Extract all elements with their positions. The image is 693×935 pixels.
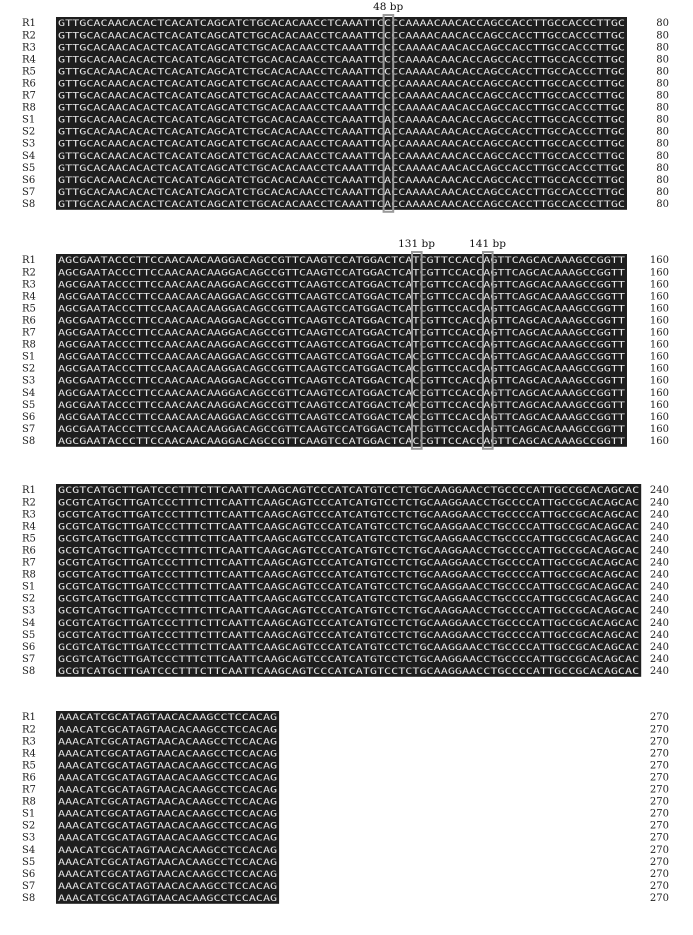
sequence-row: GCGTCATGCTTGATCCCTTTCTTCAATTCAAGCAGTCCCATCATGTCCTCTGCAAGGAACCTGCCCCATTGCCGCACAGCAC <box>58 593 640 605</box>
position-number: 160 <box>649 375 669 387</box>
position-number: 160 <box>649 303 669 315</box>
sequence-row: GTTGCACAACACACTCACATCAGCATCTGCACACAACCTCAAATTCCCCAAAACAACACCAGCCACCTTGCCACCCTTGC <box>58 42 625 54</box>
position-number: 160 <box>649 255 669 267</box>
sample-label: S6 <box>22 868 36 880</box>
position-number: 240 <box>649 581 669 593</box>
position-number: 80 <box>656 30 669 42</box>
position-number: 270 <box>649 832 669 844</box>
sample-label: R7 <box>22 90 36 102</box>
sequence-row: AGCGAATACCCTTCCAACAACAAGGACAGCCGTTCAAGTCCATGGACTCATCGTTCCACCAGTTCAGCACAAAGCCGGTT <box>58 303 626 315</box>
sample-label: S2 <box>22 126 36 138</box>
position-number: 270 <box>649 784 669 796</box>
position-number: 160 <box>649 423 669 435</box>
alignment-block-4 <box>22 711 669 904</box>
position-number: 240 <box>649 641 669 653</box>
sample-label: R2 <box>22 724 36 736</box>
sample-label: R1 <box>22 255 36 267</box>
sample-label: R8 <box>22 339 36 351</box>
sequence-row: GCGTCATGCTTGATCCCTTTCTTCAATTCAAGCAGTCCCATCATGTCCTCTGCAAGGAACCTGCCCCATTGCCGCACAGCAC <box>58 569 640 581</box>
sequence-row: AAACATCGCATAGTAACACAAGCCTCCACAG <box>58 712 278 724</box>
position-number: 270 <box>649 808 669 820</box>
position-number: 270 <box>649 748 669 760</box>
sample-label: S5 <box>22 162 36 174</box>
sample-label: S5 <box>22 629 36 641</box>
position-number: 270 <box>649 844 669 856</box>
sample-label: S1 <box>22 808 36 820</box>
sample-label: S5 <box>22 399 36 411</box>
position-number: 270 <box>649 724 669 736</box>
sample-label: S7 <box>22 186 36 198</box>
sequence-row: GTTGCACAACACACTCACATCAGCATCTGCACACAACCTCAAATTCCCCAAAACAACACCAGCCACCTTGCCACCCTTGC <box>58 78 625 90</box>
position-number: 80 <box>656 126 669 138</box>
alignment-block-3 <box>22 484 669 677</box>
sequence-row: AAACATCGCATAGTAACACAAGCCTCCACAG <box>58 784 278 796</box>
sample-label: R7 <box>22 557 36 569</box>
position-number: 160 <box>649 315 669 327</box>
position-number: 270 <box>649 712 669 724</box>
position-number: 160 <box>649 387 669 399</box>
sample-label: R8 <box>22 569 36 581</box>
sequence-row: GTTGCACAACACACTCACATCAGCATCTGCACACAACCTCAAATTCACCAAAACAACACCAGCCACCTTGCCACCCTTGC <box>58 114 625 126</box>
snp-position-label: 141 bp <box>469 238 506 250</box>
position-number: 80 <box>656 150 669 162</box>
sample-label: S5 <box>22 856 36 868</box>
position-number: 240 <box>649 533 669 545</box>
sample-label: S3 <box>22 138 36 150</box>
sequence-row: AAACATCGCATAGTAACACAAGCCTCCACAG <box>58 868 278 880</box>
position-number: 240 <box>649 605 669 617</box>
position-number: 160 <box>649 435 669 447</box>
position-number: 160 <box>649 339 669 351</box>
sample-label: R2 <box>22 30 36 42</box>
sequence-row: GCGTCATGCTTGATCCCTTTCTTCAATTCAAGCAGTCCCATCATGTCCTCTGCAAGGAACCTGCCCCATTGCCGCACAGCAC <box>58 581 640 593</box>
sequence-row: GTTGCACAACACACTCACATCAGCATCTGCACACAACCTCAAATTCCCCAAAACAACACCAGCCACCTTGCCACCCTTGC <box>58 18 625 30</box>
sample-label: S1 <box>22 114 36 126</box>
position-number: 270 <box>649 760 669 772</box>
sequence-row: GCGTCATGCTTGATCCCTTTCTTCAATTCAAGCAGTCCCATCATGTCCTCTGCAAGGAACCTGCCCCATTGCCGCACAGCAC <box>58 629 640 641</box>
sample-label: R8 <box>22 102 36 114</box>
sequence-row: GTTGCACAACACACTCACATCAGCATCTGCACACAACCTCAAATTCACCAAAACAACACCAGCCACCTTGCCACCCTTGC <box>58 126 625 138</box>
sequence-row: GTTGCACAACACACTCACATCAGCATCTGCACACAACCTCAAATTCACCAAAACAACACCAGCCACCTTGCCACCCTTGC <box>58 186 625 198</box>
sequence-row: AAACATCGCATAGTAACACAAGCCTCCACAG <box>58 760 278 772</box>
sequence-row: AGCGAATACCCTTCCAACAACAAGGACAGCCGTTCAAGTCCATGGACTCACCGTTCCACCAGTTCAGCACAAAGCCGGTT <box>58 435 626 447</box>
sample-label: R2 <box>22 497 36 509</box>
position-number: 80 <box>656 90 669 102</box>
sample-label: S4 <box>22 844 36 856</box>
position-number: 240 <box>649 569 669 581</box>
sequence-row: AAACATCGCATAGTAACACAAGCCTCCACAG <box>58 796 278 808</box>
sequence-row: AAACATCGCATAGTAACACAAGCCTCCACAG <box>58 808 278 820</box>
sample-label: R5 <box>22 66 36 78</box>
sample-label: R1 <box>22 18 36 30</box>
position-number: 80 <box>656 162 669 174</box>
sample-label: R7 <box>22 327 36 339</box>
sample-label: S7 <box>22 880 36 892</box>
sample-label: R7 <box>22 784 36 796</box>
sequence-row: GCGTCATGCTTGATCCCTTTCTTCAATTCAAGCAGTCCCATCATGTCCTCTGCAAGGAACCTGCCCCATTGCCGCACAGCAC <box>58 485 640 497</box>
position-number: 270 <box>649 868 669 880</box>
position-number: 160 <box>649 267 669 279</box>
sample-label: S3 <box>22 375 36 387</box>
sample-label: S2 <box>22 593 36 605</box>
sample-label: R8 <box>22 796 36 808</box>
sample-label: R4 <box>22 521 36 533</box>
sequence-row: AAACATCGCATAGTAACACAAGCCTCCACAG <box>58 892 278 904</box>
sequence-row: AAACATCGCATAGTAACACAAGCCTCCACAG <box>58 820 278 832</box>
sequence-row: AAACATCGCATAGTAACACAAGCCTCCACAG <box>58 844 278 856</box>
sample-label: S4 <box>22 617 36 629</box>
sequence-row: AAACATCGCATAGTAACACAAGCCTCCACAG <box>58 856 278 868</box>
sequence-row: GTTGCACAACACACTCACATCAGCATCTGCACACAACCTCAAATTCCCCAAAACAACACCAGCCACCTTGCCACCCTTGC <box>58 66 625 78</box>
sequence-row: AGCGAATACCCTTCCAACAACAAGGACAGCCGTTCAAGTCCATGGACTCACCGTTCCACCAGTTCAGCACAAAGCCGGTT <box>58 399 626 411</box>
sample-label: S2 <box>22 820 36 832</box>
sequence-row: GCGTCATGCTTGATCCCTTTCTTCAATTCAAGCAGTCCCATCATGTCCTCTGCAAGGAACCTGCCCCATTGCCGCACAGCAC <box>58 665 640 677</box>
position-number: 80 <box>656 138 669 150</box>
position-number: 80 <box>656 114 669 126</box>
sequence-row: GTTGCACAACACACTCACATCAGCATCTGCACACAACCTCAAATTCCCCAAAACAACACCAGCCACCTTGCCACCCTTGC <box>58 54 625 66</box>
position-number: 80 <box>656 174 669 186</box>
sample-label: S8 <box>22 665 36 677</box>
sequence-row: GCGTCATGCTTGATCCCTTTCTTCAATTCAAGCAGTCCCATCATGTCCTCTGCAAGGAACCTGCCCCATTGCCGCACAGCAC <box>58 509 640 521</box>
position-number: 80 <box>656 102 669 114</box>
sample-label: S1 <box>22 351 36 363</box>
sample-label: S4 <box>22 150 36 162</box>
position-number: 270 <box>649 772 669 784</box>
position-number: 160 <box>649 399 669 411</box>
sample-label: R2 <box>22 267 36 279</box>
sequence-row: GCGTCATGCTTGATCCCTTTCTTCAATTCAAGCAGTCCCATCATGTCCTCTGCAAGGAACCTGCCCCATTGCCGCACAGCAC <box>58 533 640 545</box>
sequence-row: GTTGCACAACACACTCACATCAGCATCTGCACACAACCTCAAATTCACCAAAACAACACCAGCCACCTTGCCACCCTTGC <box>58 162 625 174</box>
sample-label: R4 <box>22 748 36 760</box>
position-number: 80 <box>656 78 669 90</box>
position-number: 80 <box>656 198 669 210</box>
sequence-row: AGCGAATACCCTTCCAACAACAAGGACAGCCGTTCAAGTCCATGGACTCATCGTTCCACCAGTTCAGCACAAAGCCGGTT <box>58 339 626 351</box>
snp-position-label: 48 bp <box>373 1 404 13</box>
sequence-row: AAACATCGCATAGTAACACAAGCCTCCACAG <box>58 880 278 892</box>
sequence-row: GCGTCATGCTTGATCCCTTTCTTCAATTCAAGCAGTCCCATCATGTCCTCTGCAAGGAACCTGCCCCATTGCCGCACAGCAC <box>58 521 640 533</box>
sequence-row: AGCGAATACCCTTCCAACAACAAGGACAGCCGTTCAAGTCCATGGACTCATCGTTCCACCAGTTCAGCACAAAGCCGGTT <box>58 255 626 267</box>
position-number: 240 <box>649 485 669 497</box>
sample-label: R5 <box>22 533 36 545</box>
sample-label: R3 <box>22 736 36 748</box>
sequence-row: AGCGAATACCCTTCCAACAACAAGGACAGCCGTTCAAGTCCATGGACTCACCGTTCCACCAGTTCAGCACAAAGCCGGTT <box>58 363 626 375</box>
sample-label: S3 <box>22 832 36 844</box>
position-number: 80 <box>656 66 669 78</box>
position-number: 240 <box>649 557 669 569</box>
sequence-row: GCGTCATGCTTGATCCCTTTCTTCAATTCAAGCAGTCCCATCATGTCCTCTGCAAGGAACCTGCCCCATTGCCGCACAGCAC <box>58 545 640 557</box>
sample-label: R5 <box>22 760 36 772</box>
sequence-row: GCGTCATGCTTGATCCCTTTCTTCAATTCAAGCAGTCCCATCATGTCCTCTGCAAGGAACCTGCCCCATTGCCGCACAGCAC <box>58 605 640 617</box>
position-number: 240 <box>649 653 669 665</box>
sequence-row: AAACATCGCATAGTAACACAAGCCTCCACAG <box>58 724 278 736</box>
sample-label: S6 <box>22 641 36 653</box>
snp-position-label: 131 bp <box>398 238 435 250</box>
sequence-row: AGCGAATACCCTTCCAACAACAAGGACAGCCGTTCAAGTCCATGGACTCACCGTTCCACCAGTTCAGCACAAAGCCGGTT <box>58 375 626 387</box>
sample-label: R6 <box>22 315 36 327</box>
position-number: 240 <box>649 545 669 557</box>
position-number: 80 <box>656 18 669 30</box>
sample-label: R1 <box>22 485 36 497</box>
position-number: 270 <box>649 736 669 748</box>
sequence-row: AGCGAATACCCTTCCAACAACAAGGACAGCCGTTCAAGTCCATGGACTCATCGTTCCACCAGTTCAGCACAAAGCCGGTT <box>58 267 626 279</box>
sequence-row: GTTGCACAACACACTCACATCAGCATCTGCACACAACCTCAAATTCACCAAAACAACACCAGCCACCTTGCCACCCTTGC <box>58 198 625 210</box>
sample-label: R5 <box>22 303 36 315</box>
position-number: 240 <box>649 629 669 641</box>
position-number: 160 <box>649 327 669 339</box>
sequence-row: GTTGCACAACACACTCACATCAGCATCTGCACACAACCTCAAATTCCCCAAAACAACACCAGCCACCTTGCCACCCTTGC <box>58 30 625 42</box>
position-number: 240 <box>649 593 669 605</box>
sequence-row: GCGTCATGCTTGATCCCTTTCTTCAATTCAAGCAGTCCCATCATGTCCTCTGCAAGGAACCTGCCCCATTGCCGCACAGCAC <box>58 617 640 629</box>
position-number: 270 <box>649 796 669 808</box>
position-number: 270 <box>649 880 669 892</box>
sample-label: S7 <box>22 423 36 435</box>
sample-label: R6 <box>22 772 36 784</box>
sample-label: R3 <box>22 279 36 291</box>
sequence-row: AAACATCGCATAGTAACACAAGCCTCCACAG <box>58 748 278 760</box>
sequence-row: GTTGCACAACACACTCACATCAGCATCTGCACACAACCTCAAATTCACCAAAACAACACCAGCCACCTTGCCACCCTTGC <box>58 150 625 162</box>
sample-label: S3 <box>22 605 36 617</box>
position-number: 240 <box>649 509 669 521</box>
sample-label: R4 <box>22 291 36 303</box>
sequence-row: GTTGCACAACACACTCACATCAGCATCTGCACACAACCTCAAATTCACCAAAACAACACCAGCCACCTTGCCACCCTTGC <box>58 138 625 150</box>
sequence-row: AGCGAATACCCTTCCAACAACAAGGACAGCCGTTCAAGTCCATGGACTCACCGTTCCACCAGTTCAGCACAAAGCCGGTT <box>58 411 626 423</box>
sample-label: S8 <box>22 892 36 904</box>
sequence-row: AAACATCGCATAGTAACACAAGCCTCCACAG <box>58 832 278 844</box>
sequence-row: AAACATCGCATAGTAACACAAGCCTCCACAG <box>58 772 278 784</box>
sequence-row: GCGTCATGCTTGATCCCTTTCTTCAATTCAAGCAGTCCCATCATGTCCTCTGCAAGGAACCTGCCCCATTGCCGCACAGCAC <box>58 497 640 509</box>
position-number: 160 <box>649 351 669 363</box>
sequence-row: GTTGCACAACACACTCACATCAGCATCTGCACACAACCTCAAATTCCCCAAAACAACACCAGCCACCTTGCCACCCTTGC <box>58 102 625 114</box>
position-number: 80 <box>656 42 669 54</box>
sample-label: R1 <box>22 712 36 724</box>
sequence-row: GTTGCACAACACACTCACATCAGCATCTGCACACAACCTCAAATTCCCCAAAACAACACCAGCCACCTTGCCACCCTTGC <box>58 90 625 102</box>
position-number: 270 <box>649 820 669 832</box>
sequence-row: GCGTCATGCTTGATCCCTTTCTTCAATTCAAGCAGTCCCATCATGTCCTCTGCAAGGAACCTGCCCCATTGCCGCACAGCAC <box>58 641 640 653</box>
sample-label: S8 <box>22 198 36 210</box>
position-number: 270 <box>649 856 669 868</box>
position-number: 270 <box>649 892 669 904</box>
sample-label: R3 <box>22 509 36 521</box>
sample-label: S7 <box>22 653 36 665</box>
sample-label: R4 <box>22 54 36 66</box>
sample-label: R6 <box>22 545 36 557</box>
sample-label: S1 <box>22 581 36 593</box>
sequence-row: AGCGAATACCCTTCCAACAACAAGGACAGCCGTTCAAGTCCATGGACTCACCGTTCCACCAGTTCAGCACAAAGCCGGTT <box>58 387 626 399</box>
sequence-row: GCGTCATGCTTGATCCCTTTCTTCAATTCAAGCAGTCCCATCATGTCCTCTGCAAGGAACCTGCCCCATTGCCGCACAGCAC <box>58 557 640 569</box>
sequence-row: AGCGAATACCCTTCCAACAACAAGGACAGCCGTTCAAGTCCATGGACTCATCGTTCCACCAGTTCAGCACAAAGCCGGTT <box>58 327 626 339</box>
position-number: 80 <box>656 186 669 198</box>
sample-label: S4 <box>22 387 36 399</box>
position-number: 80 <box>656 54 669 66</box>
position-number: 160 <box>649 411 669 423</box>
position-number: 160 <box>649 363 669 375</box>
position-number: 240 <box>649 521 669 533</box>
position-number: 240 <box>649 665 669 677</box>
sequence-row: GTTGCACAACACACTCACATCAGCATCTGCACACAACCTCAAATTCACCAAAACAACACCAGCCACCTTGCCACCCTTGC <box>58 174 625 186</box>
alignment-block-2 <box>22 238 669 449</box>
sample-label: S6 <box>22 411 36 423</box>
position-number: 240 <box>649 617 669 629</box>
sample-label: S6 <box>22 174 36 186</box>
sequence-row: GCGTCATGCTTGATCCCTTTCTTCAATTCAAGCAGTCCCATCATGTCCTCTGCAAGGAACCTGCCCCATTGCCGCACAGCAC <box>58 653 640 665</box>
sequence-row: AGCGAATACCCTTCCAACAACAAGGACAGCCGTTCAAGTCCATGGACTCATCGTTCCACCAGTTCAGCACAAAGCCGGTT <box>58 291 626 303</box>
sequence-row: AGCGAATACCCTTCCAACAACAAGGACAGCCGTTCAAGTCCATGGACTCATCGTTCCACCAGTTCAGCACAAAGCCGGTT <box>58 279 626 291</box>
sequence-row: AGCGAATACCCTTCCAACAACAAGGACAGCCGTTCAAGTCCATGGACTCATCGTTCCACCAGTTCAGCACAAAGCCGGTT <box>58 315 626 327</box>
sample-label: S2 <box>22 363 36 375</box>
sequence-row: AGCGAATACCCTTCCAACAACAAGGACAGCCGTTCAAGTCCATGGACTCATCGTTCCACCAGTTCAGCACAAAGCCGGTT <box>58 423 626 435</box>
sample-label: R6 <box>22 78 36 90</box>
alignment-block-1 <box>22 1 669 212</box>
sample-label: S8 <box>22 435 36 447</box>
position-number: 160 <box>649 291 669 303</box>
sequence-row: AGCGAATACCCTTCCAACAACAAGGACAGCCGTTCAAGTCCATGGACTCACCGTTCCACCAGTTCAGCACAAAGCCGGTT <box>58 351 626 363</box>
position-number: 160 <box>649 279 669 291</box>
sequence-row: AAACATCGCATAGTAACACAAGCCTCCACAG <box>58 736 278 748</box>
position-number: 240 <box>649 497 669 509</box>
sample-label: R3 <box>22 42 36 54</box>
